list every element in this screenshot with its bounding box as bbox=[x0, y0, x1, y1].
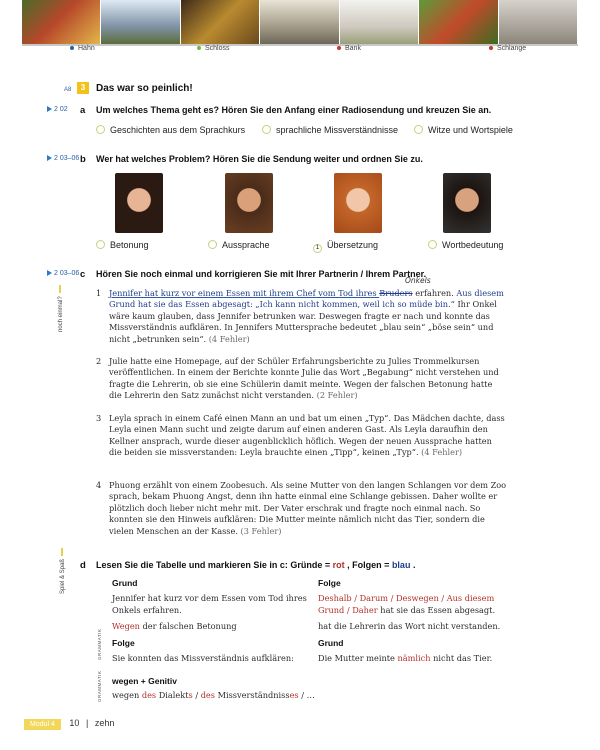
text-item-1: Jennifer hat kurz vor einem Essen mit ihrem Chef vom Tod ihres Bruders erfahren. Aus diesem Grund hat sie das Essen abgesagt: „Ich kann nicht kommen, weil ich so müde bin.“ Ihr Onkel wäre kaum glauben, dass Jennifer betrunken war. Deswegen fragte er nach und konnte das Missverständnis aufklären. In Jennifers Muttersprache bedeutet „blau sein“ „böse sein“ und nicht „betrunken sein“. (4 Fehler) bbox=[109, 288, 504, 344]
item-number-3: 3 bbox=[96, 413, 102, 423]
text-item-4: Phuong erzählt von einem Zoobesuch. Als seine Mutter von den langen Schlangen vor dem Zoo sprach, bekam Phuong Angst, denn ihn hatte einmal eine Schlange gebissen. Daher wollte er plötzlich doch lieber nicht mehr mit. Der Vater erschrak und fragte noch einmal nach. So konnten sie den Hinweis aufklären: Die Mutter meinte nämlich nicht das Tier, sondern die vielen Menschen an der Kasse. (3 Fehler) bbox=[109, 480, 507, 536]
photo-castle bbox=[101, 0, 180, 44]
answer-circle-icon[interactable] bbox=[428, 240, 437, 249]
table-col2-block1 bbox=[318, 578, 518, 633]
page-number-word: zehn bbox=[94, 718, 115, 728]
genitiv-heading: wegen + Genitiv bbox=[112, 676, 177, 686]
item-number-1: 1 bbox=[96, 288, 102, 298]
table-cell: Sie konnten das Missverständnis aufklären: bbox=[112, 653, 294, 664]
module-tab: Modul 4 bbox=[24, 719, 61, 730]
highlighted-text: Aus diesem Grund hat sie das Essen abgesagt: „Ich kann nicht kommen, weil ich so müde bin.“ bbox=[109, 288, 504, 310]
task-letter-d: d bbox=[80, 560, 86, 571]
underlined-text: Jennifer hat kurz vor einem Essen mit ihrem Chef vom Tod ihres bbox=[109, 288, 380, 298]
portrait-photo-4 bbox=[443, 173, 491, 233]
bullet-icon bbox=[337, 46, 341, 50]
column-header-folge: Folge bbox=[318, 578, 341, 588]
table-col1-block1 bbox=[112, 578, 307, 633]
portrait-photo-3 bbox=[334, 173, 382, 233]
option-a-1[interactable]: Geschichten aus dem Sprachkurs bbox=[96, 125, 245, 135]
genitiv-example: wegen des Dialekts / des Missverständnisses / … bbox=[112, 690, 315, 701]
task-letter-a: a bbox=[80, 105, 86, 116]
photo-vegetables bbox=[419, 0, 498, 44]
photo-lock bbox=[181, 0, 260, 44]
item-number-4: 4 bbox=[96, 480, 102, 490]
answer-circle-icon[interactable]: 1 bbox=[313, 244, 322, 253]
audio-track-c[interactable]: 2 03–06 bbox=[47, 270, 79, 277]
option-b-4[interactable]: Wortbedeutung bbox=[428, 240, 503, 250]
portrait-photo-2 bbox=[225, 173, 273, 233]
bullet-icon bbox=[489, 46, 493, 50]
text-item-2: Julie hatte eine Homepage, auf der Schüler Erfahrungsberichte zu Julies Trommelkursen veröffentlichen. In einem der Berichte konnte Julie das Wort „Begabung“ nicht verstehen und fragte die Lehrerin, ob sie eine Schülerin damit meinte. Wegen der falschen Betonung hatte die Lehrerin den Satz zunächst nicht verstanden. (2 Fehler) bbox=[109, 356, 499, 401]
marker-bar bbox=[61, 548, 63, 556]
option-a-2[interactable]: sprachliche Missverständnisse bbox=[262, 125, 398, 135]
task-a-question: Um welches Thema geht es? Hören Sie den Anfang einer Radiosendung und kreuzen Sie an. bbox=[96, 105, 492, 115]
bullet-icon bbox=[70, 46, 74, 50]
caption-hahn: Hahn bbox=[70, 45, 95, 52]
section-code: A8 bbox=[64, 87, 72, 93]
bullet-icon bbox=[197, 46, 201, 50]
handwritten-correction: Onkels bbox=[405, 276, 431, 285]
column-header-folge-2: Folge bbox=[112, 638, 135, 648]
task-letter-b: b bbox=[80, 154, 86, 165]
photo-queue bbox=[499, 0, 578, 44]
table-cell: Deshalb / Darum / Deswegen / Aus diesem Grund / Daher hat sie das Essen abgesagt. bbox=[318, 593, 496, 615]
text-item-3: Leyla sprach in einem Café einen Mann an und bat um einen „Typ“. Das Mädchen dachte, dass Leyla einen Mann sucht und zeigte darum auf einen anderen Gast. Als Leyla daraufhin den Kellner ansprach, wurde dieser augenblicklich höflich. Wegen der neuen Aussprache hatten die beiden sie missverstanden: Leyla brauchte einen „Tipp“, keinen „Typ“. (4 Fehler) bbox=[109, 413, 505, 458]
answer-circle-icon[interactable] bbox=[96, 240, 105, 249]
struck-word: Bruders bbox=[379, 288, 413, 298]
play-icon bbox=[47, 106, 52, 112]
answer-circle-icon[interactable] bbox=[208, 240, 217, 249]
marker-bar bbox=[59, 285, 61, 293]
photo-rooster bbox=[22, 0, 101, 44]
option-a-3[interactable]: Witze und Wortspiele bbox=[414, 125, 513, 135]
play-icon bbox=[47, 155, 52, 161]
section-title: Das war so peinlich! bbox=[96, 83, 193, 94]
grammatik-label-2: GRAMMATIK bbox=[97, 670, 102, 702]
genitiv-box bbox=[112, 676, 412, 702]
exercise-number-badge: 3 bbox=[77, 82, 89, 94]
caption-bank: Bank bbox=[337, 45, 361, 52]
page-footer: Modul 4 10 | zehn bbox=[24, 718, 114, 730]
column-header-grund-2: Grund bbox=[318, 638, 344, 648]
grammatik-label: GRAMMATIK bbox=[97, 628, 102, 660]
option-b-2[interactable]: Aussprache bbox=[208, 240, 270, 250]
caption-schloss: Schloss bbox=[197, 45, 230, 52]
photo-strip bbox=[22, 0, 578, 44]
checkbox-circle-icon[interactable] bbox=[96, 125, 105, 134]
task-d-question: Lesen Sie die Tabelle und markieren Sie in c: Gründe = rot , Folgen = blau . bbox=[96, 560, 416, 570]
side-label-spiel-spass: Spiel & Spaß bbox=[60, 548, 66, 594]
task-c-question: Hören Sie noch einmal und korrigieren Sie mit Ihrer Partnerin / Ihrem Partner. bbox=[96, 269, 427, 279]
option-b-3[interactable]: 1 Übersetzung bbox=[313, 240, 378, 253]
table-cell: Wegen der falschen Betonung bbox=[112, 621, 237, 632]
column-header-grund: Grund bbox=[112, 578, 138, 588]
table-col2-block2 bbox=[318, 638, 518, 665]
task-letter-c: c bbox=[80, 269, 86, 280]
photo-bench bbox=[340, 0, 419, 44]
audio-track-a[interactable]: 2 02 bbox=[47, 106, 68, 113]
side-label-noch-einmal: noch einmal? bbox=[58, 285, 64, 332]
table-col1-block2 bbox=[112, 638, 312, 665]
checkbox-circle-icon[interactable] bbox=[414, 125, 423, 134]
caption-schlange: Schlange bbox=[489, 45, 526, 52]
checkbox-circle-icon[interactable] bbox=[262, 125, 271, 134]
option-b-1[interactable]: Betonung bbox=[96, 240, 149, 250]
task-b-question: Wer hat welches Problem? Hören Sie die Sendung weiter und ordnen Sie zu. bbox=[96, 154, 423, 164]
table-cell: Die Mutter meinte nämlich nicht das Tier. bbox=[318, 653, 493, 664]
photo-bank-building bbox=[260, 0, 339, 44]
item-number-2: 2 bbox=[96, 356, 102, 366]
table-cell: Jennifer hat kurz vor dem Essen vom Tod ihres Onkels erfahren. bbox=[112, 593, 307, 615]
audio-track-b[interactable]: 2 03–06 bbox=[47, 155, 79, 162]
portrait-photo-1 bbox=[115, 173, 163, 233]
table-cell: hat die Lehrerin das Wort nicht verstanden. bbox=[318, 621, 501, 632]
play-icon bbox=[47, 270, 52, 276]
page-number: 10 bbox=[69, 718, 80, 728]
